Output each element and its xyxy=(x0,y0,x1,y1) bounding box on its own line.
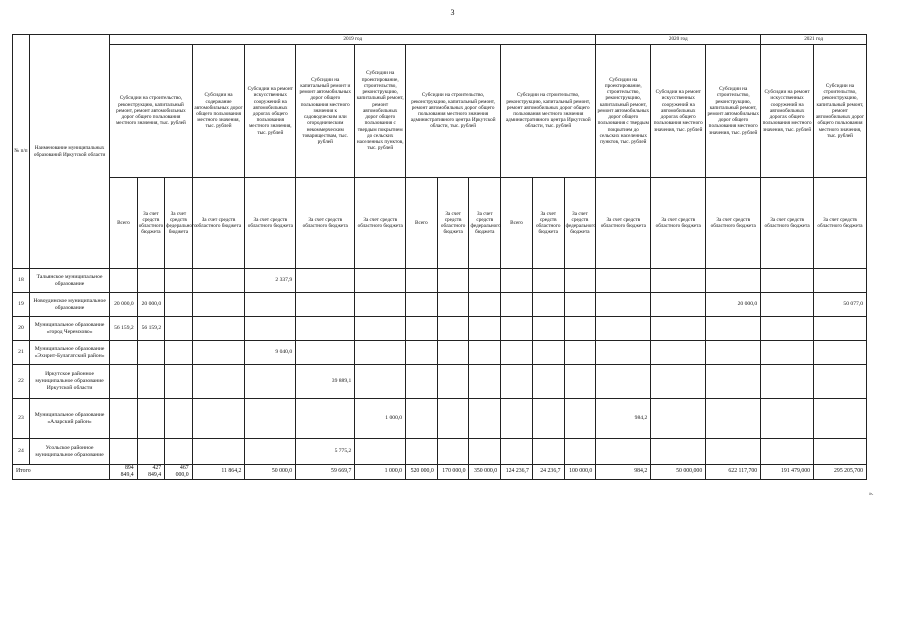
sub-regional-only: За счет средств областного бюджета xyxy=(192,178,245,269)
sub-total: Всего xyxy=(406,178,438,269)
data-cell xyxy=(296,399,355,439)
data-cell: 1 000,0 xyxy=(355,399,406,439)
data-cell xyxy=(501,269,533,293)
data-cell xyxy=(501,439,533,465)
sub-regional: За счет средств областного бюджета xyxy=(437,178,469,269)
total-cell: 894 849,4 xyxy=(110,465,137,480)
data-cell xyxy=(706,341,761,365)
data-cell xyxy=(651,341,706,365)
data-cell xyxy=(192,341,245,365)
header-2019-roads: Субсидии на строительство, реконструкцию, капитальный ремонт, ремонт автомобильных дорог общего пользования местного значения, тыс. рублей xyxy=(110,45,192,178)
data-cell xyxy=(814,439,867,465)
data-cell xyxy=(165,341,192,365)
data-cell xyxy=(165,365,192,399)
data-cell xyxy=(501,341,533,365)
sub-regional-only: За счет средств областного бюджета xyxy=(814,178,867,269)
data-cell xyxy=(564,341,596,365)
header-2019-maintenance: Субсидии на содержание автомобильных дорог общего пользования местного значения, тыс. рублей xyxy=(192,45,245,178)
data-cell xyxy=(355,269,406,293)
closing-quote-mark: ». xyxy=(869,491,874,497)
data-cell xyxy=(469,399,501,439)
data-cell xyxy=(110,365,137,399)
data-cell xyxy=(406,293,438,317)
header-2020-roads: Субсидии на строительство, реконструкцию, капитальный ремонт, ремонт автомобильных дорог общего пользования местного значения, тыс. рублей xyxy=(706,45,761,178)
data-cell xyxy=(296,341,355,365)
data-cell xyxy=(355,439,406,465)
data-cell xyxy=(564,317,596,341)
data-rows xyxy=(13,269,867,465)
sub-regional: За счет средств областного бюджета xyxy=(137,178,164,269)
municipality-name: Муниципальное образование «город Черемхово» xyxy=(29,317,109,341)
data-cell: 20 000,0 xyxy=(137,293,164,317)
table-row xyxy=(13,293,867,317)
data-cell xyxy=(596,341,651,365)
total-cell: 1 000,0 xyxy=(355,465,406,480)
data-cell xyxy=(761,341,814,365)
total-row xyxy=(13,465,867,480)
data-cell xyxy=(814,317,867,341)
data-cell xyxy=(532,341,564,365)
sub-regional-only: За счет средств областного бюджета xyxy=(706,178,761,269)
data-cell xyxy=(137,439,164,465)
data-cell xyxy=(406,439,438,465)
data-cell xyxy=(814,269,867,293)
sub-regional-only: За счет средств областного бюджета xyxy=(355,178,406,269)
data-cell xyxy=(192,439,245,465)
data-cell xyxy=(137,341,164,365)
sub-federal: За счет средств федерального бюджета xyxy=(165,178,192,269)
data-cell xyxy=(165,293,192,317)
data-cell xyxy=(814,341,867,365)
data-cell xyxy=(596,317,651,341)
data-cell xyxy=(110,399,137,439)
data-cell xyxy=(406,317,438,341)
data-cell xyxy=(651,293,706,317)
sub-total: Всего xyxy=(501,178,533,269)
data-cell: 9 040,0 xyxy=(245,341,296,365)
total-cell: 984,2 xyxy=(596,465,651,480)
table-row xyxy=(13,269,867,293)
municipality-name: Муниципальное образование «Эхирит-Булагатский район» xyxy=(29,341,109,365)
sub-regional-only: За счет средств областного бюджета xyxy=(596,178,651,269)
data-cell xyxy=(596,293,651,317)
data-cell xyxy=(706,439,761,465)
municipality-name: Иркутское районное муниципальное образование Иркутской области xyxy=(29,365,109,399)
data-cell xyxy=(355,365,406,399)
header-2020-structures: Субсидии на ремонт искусственных сооружений на автомобильных дорогах общего пользования местного значения, тыс. рублей xyxy=(651,45,706,178)
data-cell: 56 159,2 xyxy=(137,317,164,341)
year-2021: 2021 год xyxy=(761,35,867,45)
data-cell xyxy=(437,399,469,439)
data-cell xyxy=(437,293,469,317)
data-cell xyxy=(469,341,501,365)
data-cell xyxy=(165,439,192,465)
data-cell xyxy=(761,293,814,317)
data-cell xyxy=(596,439,651,465)
data-cell xyxy=(355,317,406,341)
row-number: 24 xyxy=(13,439,30,465)
page-number: 3 xyxy=(450,8,455,17)
data-cell xyxy=(706,269,761,293)
data-cell xyxy=(137,365,164,399)
data-cell xyxy=(761,399,814,439)
data-cell xyxy=(651,439,706,465)
municipality-name: Новоудинское муниципальное образование xyxy=(29,293,109,317)
total-cell: 622 117,700 xyxy=(706,465,761,480)
data-cell xyxy=(651,365,706,399)
total-cell: 520 000,0 xyxy=(406,465,438,480)
data-cell xyxy=(406,399,438,439)
data-cell xyxy=(437,341,469,365)
data-cell xyxy=(165,399,192,439)
data-cell xyxy=(532,317,564,341)
table-row xyxy=(13,365,867,399)
data-cell: 50 077,0 xyxy=(814,293,867,317)
data-cell xyxy=(406,341,438,365)
data-cell xyxy=(245,365,296,399)
data-cell xyxy=(165,317,192,341)
data-cell: 39 889,1 xyxy=(296,365,355,399)
data-cell xyxy=(110,269,137,293)
total-cell: 170 000,0 xyxy=(437,465,469,480)
data-cell xyxy=(532,399,564,439)
header-name: Наименование муниципальных образований Иркутской области xyxy=(29,35,109,269)
data-cell xyxy=(165,269,192,293)
data-cell: 984,2 xyxy=(596,399,651,439)
data-cell xyxy=(192,365,245,399)
sub-federal: За счет средств федерального бюджета xyxy=(564,178,596,269)
data-cell xyxy=(137,399,164,439)
data-cell xyxy=(437,317,469,341)
data-cell xyxy=(651,269,706,293)
year-row xyxy=(13,35,867,45)
total-cell: 295 205,700 xyxy=(814,465,867,480)
total-cell: 59 669,7 xyxy=(296,465,355,480)
data-cell xyxy=(706,365,761,399)
header-2019-garden-roads: Субсидии на капитальный ремонт и ремонт автомобильных дорог общего пользования местного значения к садоводческим или огородническим некоммерческим товариществам, тыс. рублей xyxy=(296,45,355,178)
sub-regional-only: За счет средств областного бюджета xyxy=(296,178,355,269)
data-cell xyxy=(761,439,814,465)
sub-federal: За счет средств федерального бюджета xyxy=(469,178,501,269)
data-cell xyxy=(596,269,651,293)
data-cell xyxy=(137,269,164,293)
total-cell: 191 479,000 xyxy=(761,465,814,480)
data-cell xyxy=(761,365,814,399)
sub-regional-only: За счет средств областного бюджета xyxy=(245,178,296,269)
data-cell xyxy=(469,269,501,293)
municipality-name: Усольское районное муниципальное образование xyxy=(29,439,109,465)
data-cell xyxy=(296,269,355,293)
data-cell xyxy=(192,269,245,293)
data-cell xyxy=(761,269,814,293)
data-cell xyxy=(564,439,596,465)
data-cell xyxy=(532,293,564,317)
data-cell xyxy=(245,317,296,341)
data-cell xyxy=(406,269,438,293)
data-cell xyxy=(296,293,355,317)
data-cell xyxy=(814,365,867,399)
data-cell xyxy=(706,399,761,439)
header-2019-rural-roads: Субсидии на проектирование, строительство, реконструкцию, капитальный ремонт, ремонт автомобильных дорог общего пользования с твердым покрытием до сельских населенных пунктов, тыс. рублей xyxy=(355,45,406,178)
municipality-name: Тальянское муниципальное образование xyxy=(29,269,109,293)
data-cell xyxy=(245,439,296,465)
group-header-row xyxy=(13,45,867,178)
data-cell xyxy=(469,439,501,465)
data-cell xyxy=(532,365,564,399)
municipality-name: Муниципальное образование «Аларский район» xyxy=(29,399,109,439)
sub-header-row xyxy=(13,178,867,269)
header-2021-structures: Субсидии на ремонт искусственных сооружений на автомобильных дорогах общего пользования местного значения, тыс. рублей xyxy=(761,45,814,178)
total-cell: 124 236,7 xyxy=(501,465,533,480)
data-cell xyxy=(564,365,596,399)
data-cell xyxy=(437,365,469,399)
year-2020: 2020 год xyxy=(596,35,761,45)
header-2019-structures: Субсидии на ремонт искусственных сооружений на автомобильных дорогах общего пользования местного значения, тыс. рублей xyxy=(245,45,296,178)
data-cell xyxy=(469,365,501,399)
data-cell xyxy=(501,293,533,317)
data-cell xyxy=(406,365,438,399)
data-cell xyxy=(761,317,814,341)
row-number: 18 xyxy=(13,269,30,293)
data-cell xyxy=(501,317,533,341)
data-cell: 56 159,2 xyxy=(110,317,137,341)
total-cell: 11 864,2 xyxy=(192,465,245,480)
table-row xyxy=(13,317,867,341)
total-cell: 100 000,0 xyxy=(564,465,596,480)
header-num: № п/п xyxy=(13,35,30,269)
data-cell: 20 000,0 xyxy=(110,293,137,317)
header-2020-irkutsk: Субсидии на строительство, реконструкцию, капитальный ремонт, ремонт автомобильных дорог общего пользования местного значения административного центра Иркутской области, тыс. рублей xyxy=(501,45,596,178)
sub-total: Всего xyxy=(110,178,137,269)
header-2019-irkutsk: Субсидии на строительство, реконструкцию, капитальный ремонт, ремонт автомобильных дорог общего пользования местного значения административного центра Иркутской области, тыс. рублей xyxy=(406,45,501,178)
data-cell xyxy=(192,293,245,317)
data-cell xyxy=(355,341,406,365)
data-cell: 20 000,0 xyxy=(706,293,761,317)
sub-regional-only: За счет средств областного бюджета xyxy=(651,178,706,269)
total-cell: 24 236,7 xyxy=(532,465,564,480)
data-cell xyxy=(296,317,355,341)
data-cell xyxy=(110,341,137,365)
total-cell: 350 000,0 xyxy=(469,465,501,480)
total-cell: 427 849,4 xyxy=(137,465,164,480)
data-cell xyxy=(501,365,533,399)
total-cell: 467 000,0 xyxy=(165,465,192,480)
data-cell xyxy=(245,399,296,439)
row-number: 22 xyxy=(13,365,30,399)
data-cell xyxy=(532,439,564,465)
data-cell xyxy=(192,399,245,439)
row-number: 20 xyxy=(13,317,30,341)
data-cell xyxy=(110,439,137,465)
data-cell xyxy=(564,293,596,317)
sub-regional: За счет средств областного бюджета xyxy=(532,178,564,269)
data-cell xyxy=(651,399,706,439)
data-cell xyxy=(706,317,761,341)
data-cell: 2 337,9 xyxy=(245,269,296,293)
total-label: Итого xyxy=(13,465,110,480)
header-2021-roads: Субсидии на строительство, реконструкцию, капитальный ремонт, ремонт автомобильных дорог общего пользования местного значения, тыс. рублей xyxy=(814,45,867,178)
total-cell: 50 000,0 xyxy=(245,465,296,480)
header-2020-rural-roads: Субсидии на проектирование, строительство, реконструкцию, капитальный ремонт, ремонт автомобильных дорог общего пользования с твердым покрытием до сельских населенных пунктов, тыс. рублей xyxy=(596,45,651,178)
total-cell: 50 000,000 xyxy=(651,465,706,480)
data-cell xyxy=(532,269,564,293)
data-cell xyxy=(564,399,596,439)
data-cell xyxy=(245,293,296,317)
subsidy-table xyxy=(12,34,867,480)
row-number: 23 xyxy=(13,399,30,439)
data-cell xyxy=(564,269,596,293)
data-cell xyxy=(596,365,651,399)
data-cell xyxy=(437,269,469,293)
data-cell xyxy=(469,317,501,341)
data-cell xyxy=(501,399,533,439)
data-cell xyxy=(651,317,706,341)
row-number: 19 xyxy=(13,293,30,317)
table-row xyxy=(13,399,867,439)
data-cell xyxy=(814,399,867,439)
table-row xyxy=(13,439,867,465)
year-2019: 2019 год xyxy=(110,35,596,45)
row-number: 21 xyxy=(13,341,30,365)
data-cell xyxy=(437,439,469,465)
table-row xyxy=(13,341,867,365)
data-cell xyxy=(355,293,406,317)
data-cell xyxy=(192,317,245,341)
data-cell xyxy=(469,293,501,317)
sub-regional-only: За счет средств областного бюджета xyxy=(761,178,814,269)
data-cell: 5 775,2 xyxy=(296,439,355,465)
